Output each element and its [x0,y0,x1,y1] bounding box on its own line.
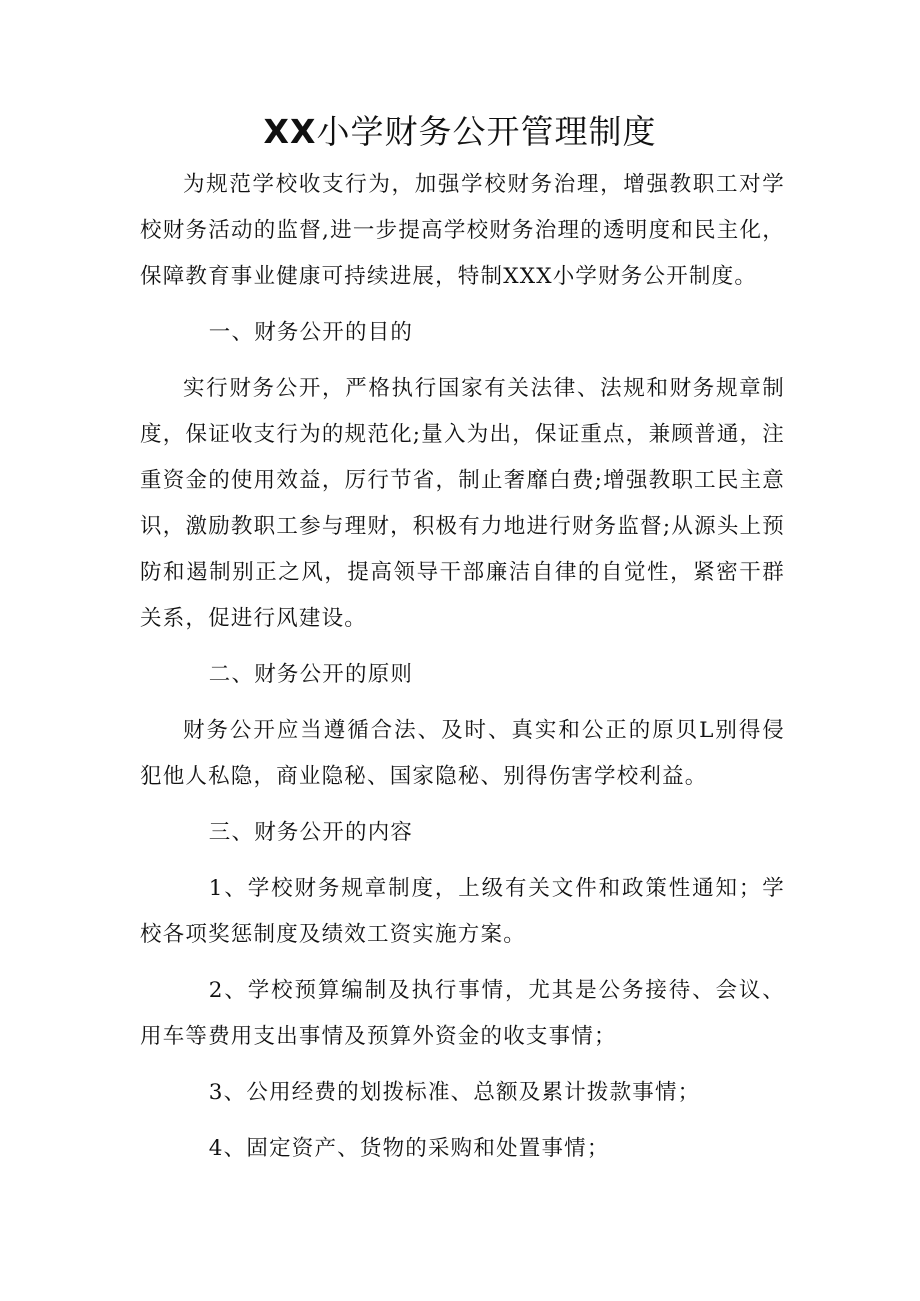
section-heading-purpose: 一、财务公开的目的 [208,320,414,345]
document-title [0,110,920,154]
document-body [140,162,785,1172]
intro-paragraph: 为规范学校收支行为，加强学校财务治理，增强教职工对学校财务活动的监督,进一步提高学校财务治理的透明度和民主化，保障教育事业健康可持续进展，特制XXX小学财务公开制度。 [140,172,785,289]
content-list-item: 1、学校财务规章制度，上级有关文件和政策性通知；学校各项奖惩制度及绩效工资实施方案。 [140,876,785,947]
section-heading-content: 三、财务公开的内容 [208,820,414,845]
section-paragraph-purpose: 实行财务公开，严格执行国家有关法律、法规和财务规章制度，保证收支行为的规范化;量入为出，保证重点，兼顾普通，注重资金的使用效益，厉行节省，制止奢靡白费;增强教职工民主意识，激励教职工参与理财，积极有力地进行财务监督;从源头上预防和遏制别正之风，提高领导干部廉洁自律的自觉性，紧密干群关系，促进行风建设。 [140,376,785,631]
section-heading-principles: 二、财务公开的原则 [208,662,414,687]
title-prefix: XX [263,112,317,151]
content-list-item: 3、公用经费的划拨标准、总额及累计拨款事情； [208,1080,701,1105]
title-text: 小学财务公开管理制度 [316,112,657,151]
section-paragraph-principles: 财务公开应当遵循合法、及时、真实和公正的原贝L别得侵犯他人私隐，商业隐秘、国家隐秘、别得伤害学校利益。 [140,718,785,789]
content-list-item: 4、固定资产、货物的采购和处置事情； [208,1136,610,1161]
content-list-item: 2、学校预算编制及执行事情，尤其是公务接待、会议、用车等费用支出事情及预算外资金的收支事情； [140,978,785,1049]
